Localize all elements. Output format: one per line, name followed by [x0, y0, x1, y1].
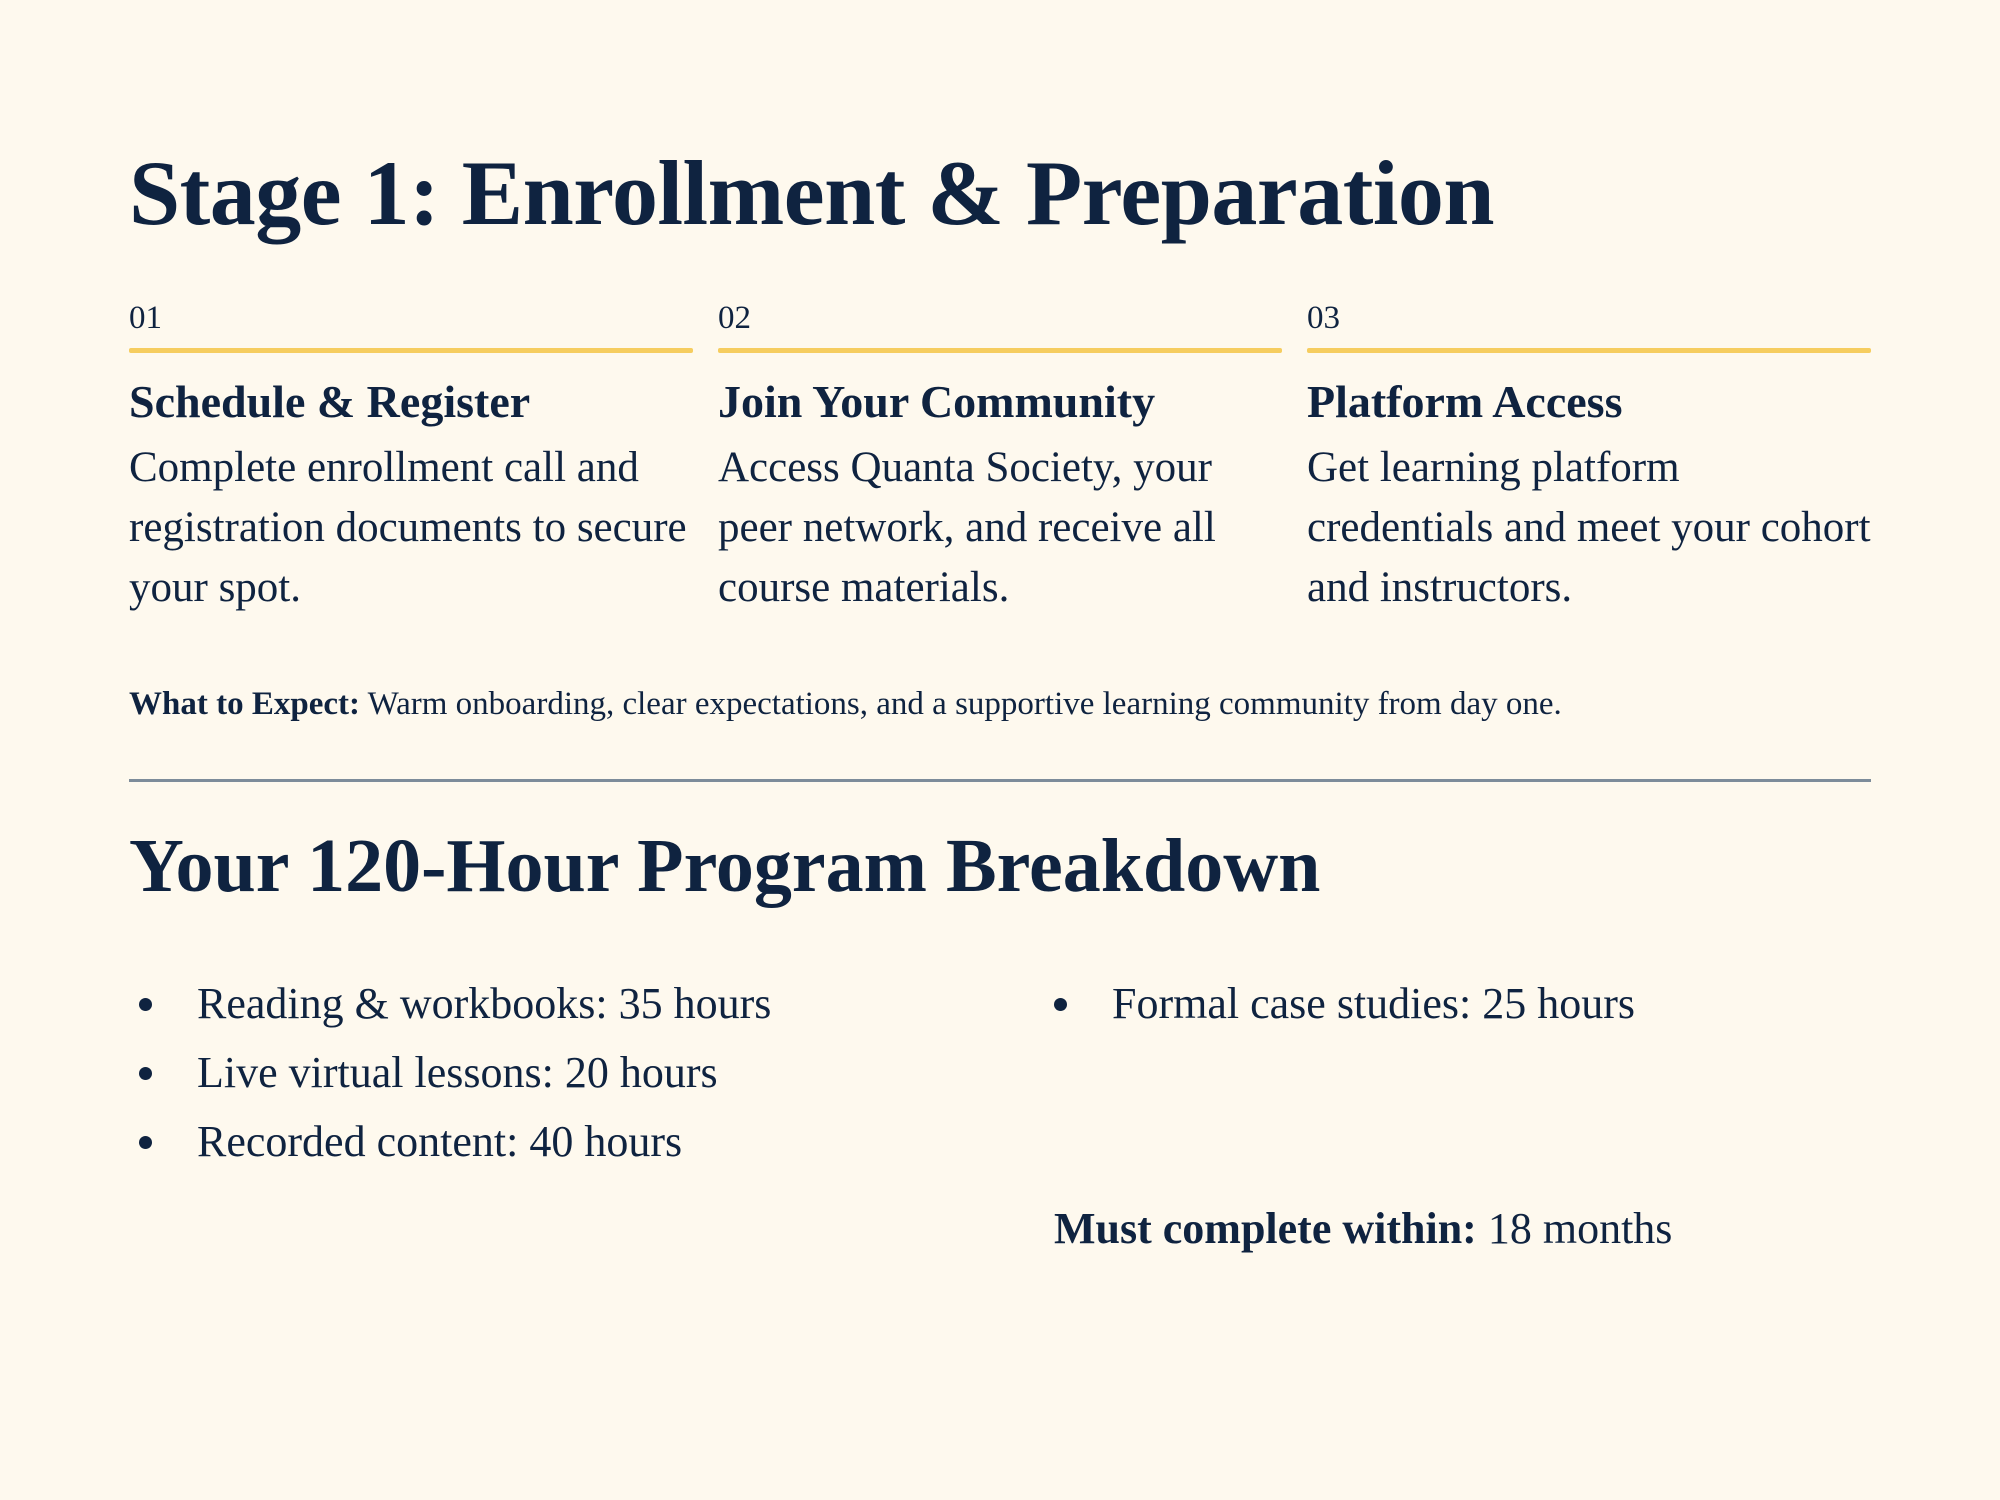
- expect-label: What to Expect:: [129, 686, 360, 722]
- list-item: [129, 1048, 771, 1117]
- list-item: [1044, 979, 1635, 1048]
- deadline-label: Must complete within:: [1054, 1204, 1477, 1253]
- step-body: Access Quanta Society, your peer network, and receive all course materials.: [718, 444, 1216, 611]
- step-card-2: [718, 300, 1282, 618]
- list-item-text: Reading & workbooks: 35 hours: [197, 979, 772, 1028]
- what-to-expect: [129, 686, 1562, 723]
- page-title: Stage 1: Enrollment & Preparation: [129, 142, 1495, 244]
- list-item-text: Live virtual lessons: 20 hours: [197, 1048, 718, 1097]
- list-item: [129, 1117, 771, 1186]
- bullet-icon: [139, 1136, 152, 1149]
- breakdown-list-right: [1044, 979, 1635, 1048]
- step-heading: Schedule & Register: [129, 376, 531, 427]
- step-heading: Platform Access: [1307, 376, 1623, 427]
- deadline-value: 18 months: [1476, 1204, 1673, 1253]
- step-number: 02: [718, 300, 751, 336]
- step-card-3: [1307, 300, 1871, 618]
- breakdown-heading: Your 120-Hour Program Breakdown: [129, 824, 1321, 908]
- bullet-icon: [1054, 998, 1067, 1011]
- list-item: [129, 979, 771, 1048]
- step-number: 03: [1307, 300, 1340, 336]
- breakdown-list-left: [129, 979, 771, 1186]
- step-accent-bar: [1307, 348, 1871, 353]
- list-item-text: Formal case studies: 25 hours: [1112, 979, 1636, 1028]
- bullet-icon: [139, 998, 152, 1011]
- step-heading: Join Your Community: [718, 376, 1156, 427]
- step-body: Get learning platform credentials and meet your cohort and instructors.: [1307, 444, 1871, 611]
- step-accent-bar: [718, 348, 1282, 353]
- step-number: 01: [129, 300, 162, 336]
- list-item-text: Recorded content: 40 hours: [197, 1117, 683, 1166]
- expect-text: Warm onboarding, clear expectations, and a supportive learning community from day one.: [359, 686, 1562, 722]
- step-card-1: [129, 300, 693, 618]
- bullet-icon: [139, 1067, 152, 1080]
- step-accent-bar: [129, 348, 693, 353]
- completion-deadline: [1054, 1203, 1672, 1254]
- step-body: Complete enrollment call and registration documents to secure your spot.: [129, 444, 687, 611]
- section-divider: [129, 779, 1871, 782]
